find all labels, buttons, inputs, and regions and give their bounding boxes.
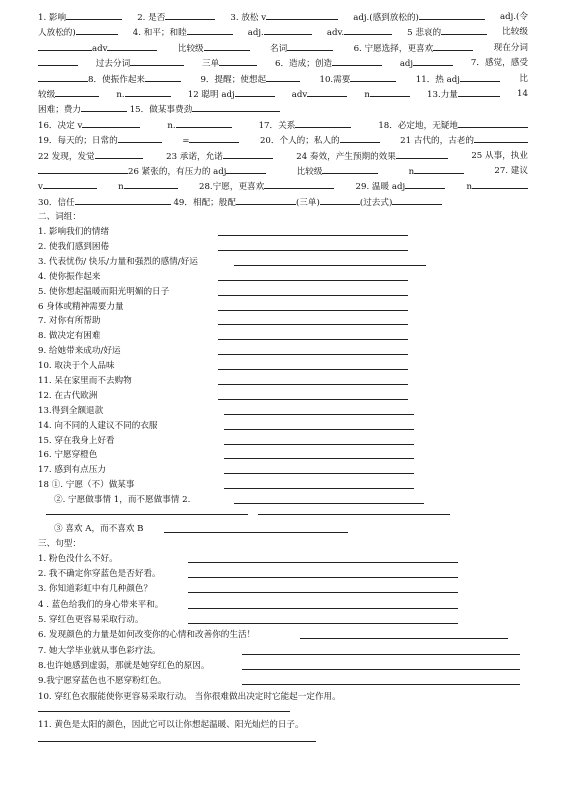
vocab-line-11: [38, 164, 528, 179]
phrase-item: 11. 呆在家里而不去购物: [38, 374, 528, 389]
vocab-item: 6．造成；创造: [274, 59, 333, 70]
vocab-item: 7．感觉，感受: [470, 58, 528, 69]
vocab-item: 23 承诺，允诺: [166, 151, 223, 162]
answer-blank[interactable]: [188, 577, 458, 578]
vocab-item: adj.(令: [499, 12, 528, 22]
vocab-item: 18．必定地，无疑地: [378, 120, 458, 131]
phrase-item: 13.得到全额退款: [38, 404, 528, 419]
sentence-item: 9.我宁愿穿蓝色也不愿穿粉红色。: [38, 674, 528, 689]
answer-blank[interactable]: [219, 56, 257, 66]
vocab-item: 26 紧张的，有压力的 adj: [128, 166, 227, 177]
answer-blank[interactable]: [224, 429, 414, 430]
answer-blank[interactable]: [242, 684, 520, 685]
answer-blank[interactable]: [95, 149, 143, 159]
answer-blank[interactable]: [441, 25, 487, 35]
answer-blank[interactable]: [75, 195, 171, 205]
vocab-item: 15．做某事费劲: [129, 105, 193, 116]
answer-blank[interactable]: [300, 638, 508, 639]
vocab-item: 13.力量: [427, 89, 458, 100]
phrase-item: 2. 使我们感到困倦: [38, 240, 528, 255]
vocab-item: 29. 温暖 adj: [355, 182, 406, 193]
vocab-item: 16．决定 v: [38, 120, 83, 131]
vocab-item: 30．信任: [38, 197, 75, 208]
answer-blank[interactable]: [118, 133, 162, 143]
answer-blank[interactable]: [234, 503, 424, 504]
phrase-item: 17. 感到有点压力: [38, 463, 528, 478]
answer-blank[interactable]: [224, 444, 414, 445]
phrase-answer-line: [38, 508, 528, 522]
phrase-item: 16. 宁愿穿橙色: [38, 448, 528, 463]
answer-blank[interactable]: [125, 87, 171, 97]
answer-blank[interactable]: [188, 592, 458, 593]
answer-blank[interactable]: [458, 118, 528, 128]
vocab-item: 较级: [38, 89, 56, 100]
answer-blank[interactable]: [287, 41, 333, 51]
answer-blank[interactable]: [224, 414, 414, 415]
vocab-item: 比: [519, 73, 528, 84]
vocab-item: adv.: [326, 28, 345, 39]
section-heading-phrases: 二、词组：: [38, 212, 81, 223]
answer-blank[interactable]: [176, 118, 232, 128]
vocab-item: 8．使振作起来: [88, 74, 146, 85]
answer-blank[interactable]: [458, 87, 500, 97]
answer-blank[interactable]: [218, 384, 408, 385]
answer-blank[interactable]: [226, 164, 266, 174]
answer-blank[interactable]: [55, 87, 99, 97]
answer-blank[interactable]: [66, 10, 122, 20]
answer-blank[interactable]: [419, 10, 485, 20]
answer-blank[interactable]: [189, 133, 239, 143]
sentence-item: 10. 穿红色衣服能使你更容易采取行动。 当你很难做出决定时它能起一定作用。: [38, 691, 341, 702]
vocab-item: 49．相配；般配: [173, 197, 236, 208]
answer-blank[interactable]: [472, 179, 528, 189]
answer-blank[interactable]: [218, 354, 408, 355]
answer-blank[interactable]: [43, 179, 97, 189]
vocab-item: 19．每天的；日常的: [38, 136, 118, 147]
phrase-item: 10. 取决于个人品味: [38, 359, 528, 374]
vocab-line-4: [38, 56, 528, 71]
answer-blank[interactable]: [38, 741, 316, 742]
vocab-item: adv: [92, 43, 108, 54]
vocab-item: 5 悲哀的: [407, 28, 442, 39]
vocab-item: 22 发现，发觉: [38, 151, 95, 162]
answer-blank[interactable]: [370, 87, 410, 97]
vocab-item: 现在分词: [493, 42, 528, 53]
answer-blank[interactable]: [413, 56, 453, 66]
answer-blank[interactable]: [218, 250, 408, 251]
vocab-item: n: [364, 89, 370, 100]
answer-blank[interactable]: [340, 133, 380, 143]
answer-blank[interactable]: [82, 118, 140, 128]
phrase-item: 6 身体或精神需要力量: [38, 300, 528, 315]
sentence-item: 1. 粉色没什么不好。: [38, 552, 528, 567]
phrase-item: 12. 在古代欧洲: [38, 389, 528, 404]
sentence-item: 5. 穿红色更容易采取行动。: [38, 613, 528, 628]
answer-blank[interactable]: [204, 41, 250, 51]
vocab-item: 17．关系: [258, 120, 296, 131]
answer-blank[interactable]: [130, 56, 184, 66]
vocab-item: adj.: [247, 28, 264, 39]
vocab-line-2: [38, 25, 528, 40]
answer-blank[interactable]: [188, 623, 458, 624]
answer-blank[interactable]: [38, 164, 128, 174]
sentence-item: 3. 你知道彩虹中有几种颜色？: [38, 582, 528, 597]
answer-blank[interactable]: [81, 102, 127, 112]
phrase-item: 3. 代表忧伤/ 快乐/力量和强烈的感情/好运: [38, 255, 528, 270]
answer-blank[interactable]: [344, 25, 392, 35]
vocab-item: adv: [291, 89, 308, 100]
vocab-item: 28.宁愿，更喜欢: [199, 182, 265, 193]
sentence-item: 8.也许她感到虚弱，那就是她穿红色的原因。: [38, 659, 528, 674]
vocab-item: n.: [116, 89, 125, 100]
sentence-item: 2. 我不确定你穿蓝色是否好看。: [38, 567, 528, 582]
vocab-item: =: [182, 136, 190, 147]
vocab-line-1: [38, 10, 528, 25]
vocab-line-12: [38, 179, 528, 194]
answer-blank[interactable]: [405, 179, 445, 189]
answer-blank[interactable]: [107, 41, 157, 51]
vocab-item: 21 古代的，古老的: [400, 136, 474, 147]
answer-blank[interactable]: [224, 473, 414, 474]
answer-blank[interactable]: [224, 458, 414, 459]
vocab-item: v: [38, 182, 43, 193]
vocab-item: 1. 影响: [38, 13, 67, 23]
answer-blank[interactable]: [38, 56, 78, 66]
vocab-item: 困难；费力: [38, 105, 81, 116]
vocab-item: 20．个人的；私人的: [259, 136, 340, 147]
vocab-item: 6. 宁愿选择，更喜欢: [353, 43, 434, 54]
vocab-item: n: [408, 166, 415, 177]
vocab-item: 9．提醒；使想起: [200, 74, 267, 85]
answer-blank[interactable]: [218, 235, 408, 236]
sentence-item: 7. 她大学毕业就从事色彩疗法。: [38, 644, 528, 659]
answer-blank[interactable]: [218, 369, 408, 370]
answer-blank[interactable]: [164, 532, 348, 533]
phrase-item: 5. 使你想起温暖而阳光明媚的日子: [38, 285, 528, 300]
vocab-item: n.: [167, 120, 176, 131]
vocab-item: 10.需要: [319, 74, 351, 85]
answer-blank[interactable]: [460, 72, 500, 82]
answer-blank[interactable]: [322, 164, 378, 174]
answer-blank[interactable]: [218, 324, 408, 325]
vocab-item: 12 聪明 adj: [187, 89, 235, 100]
answer-blank[interactable]: [124, 179, 178, 189]
vocab-item: 27. 建议: [494, 165, 528, 176]
answer-blank[interactable]: [192, 102, 280, 112]
answer-blank[interactable]: [223, 149, 273, 159]
sentence-item: 11. 黄色是太阳的颜色，因此它可以让你想起温暖、阳光灿烂的日子。: [38, 719, 304, 730]
phrase-item: ②. 宁愿做事情 1，而不愿做事情 2.: [38, 493, 528, 508]
answer-blank[interactable]: [165, 10, 215, 20]
vocab-item: 3. 放松 v: [230, 13, 267, 23]
answer-blank[interactable]: [218, 295, 408, 296]
answer-blank[interactable]: [320, 195, 360, 205]
answer-blank[interactable]: [242, 654, 520, 655]
vocab-item: 11．热 adj: [415, 74, 460, 85]
answer-blank[interactable]: [145, 72, 181, 82]
answer-blank[interactable]: [218, 339, 408, 340]
vocab-item: 人放松的): [38, 28, 76, 39]
answer-blank[interactable]: [258, 514, 450, 515]
vocab-item: 比较级: [502, 27, 528, 38]
answer-blank[interactable]: [266, 72, 300, 82]
answer-blank[interactable]: [266, 10, 338, 20]
vocab-line-9: [38, 133, 528, 148]
vocab-item: 三单: [201, 59, 220, 70]
vocab-item: adj.(感到放松的): [353, 13, 419, 23]
vocab-item: 2. 是否: [137, 13, 166, 23]
phrase-item: 8. 做决定有困难: [38, 329, 528, 344]
vocab-line-3: [38, 41, 528, 56]
answer-blank[interactable]: [332, 56, 382, 66]
answer-blank[interactable]: [264, 25, 312, 35]
answer-blank[interactable]: [414, 164, 464, 174]
phrase-item: 1. 影响我们的情绪: [38, 225, 528, 240]
vocab-item: 比较级: [177, 43, 204, 54]
phrase-item: 4. 使你振作起来: [38, 270, 528, 285]
phrase-item: ③ 喜欢 A，而不喜欢 B: [38, 522, 528, 537]
answer-blank[interactable]: [76, 25, 118, 35]
answer-blank[interactable]: [218, 399, 408, 400]
answer-blank[interactable]: [433, 41, 473, 51]
vocab-line-5: [38, 72, 528, 87]
answer-blank[interactable]: [236, 195, 296, 205]
vocab-item: 25 从事，执业: [471, 150, 528, 161]
vocab-item: (过去式): [359, 197, 393, 208]
vocab-item: 4. 和平；和睦: [132, 28, 187, 39]
answer-blank[interactable]: [264, 179, 334, 189]
vocab-line-6: [38, 87, 528, 102]
phrase-item: 9. 给她带来成功/好运: [38, 344, 528, 359]
answer-blank[interactable]: [242, 669, 520, 670]
sentence-answer-line: [38, 733, 528, 749]
vocab-item: n: [466, 182, 472, 193]
vocab-item: 24 奏效，产生预期的效果: [296, 151, 396, 162]
answer-blank[interactable]: [218, 280, 408, 281]
section-heading-sentences: 三、句型：: [38, 538, 81, 549]
vocab-item: (三单): [295, 197, 320, 208]
answer-blank[interactable]: [46, 514, 248, 515]
answer-blank[interactable]: [188, 608, 458, 609]
vocab-line-10: [38, 149, 528, 164]
phrase-item: 15. 穿在我身上好看: [38, 434, 528, 449]
answer-blank[interactable]: [38, 41, 92, 51]
vocab-line-7: [38, 102, 528, 117]
sentence-answer-line: [38, 705, 528, 718]
vocab-item: 名词: [270, 43, 288, 54]
phrase-item: 14. 向不同的人建议不同的衣服: [38, 419, 528, 434]
answer-blank[interactable]: [474, 133, 528, 143]
vocab-item: 14: [517, 88, 528, 99]
vocab-line-13: [38, 195, 528, 210]
vocab-item: 比较级: [296, 166, 323, 177]
answer-blank[interactable]: [295, 118, 351, 128]
answer-blank[interactable]: [396, 149, 448, 159]
answer-blank[interactable]: [224, 488, 414, 489]
vocab-item: n: [118, 182, 124, 193]
answer-blank[interactable]: [218, 310, 408, 311]
phrase-item: 7. 对你有所帮助: [38, 314, 528, 329]
answer-blank[interactable]: [187, 25, 233, 35]
answer-blank[interactable]: [38, 711, 290, 712]
answer-blank[interactable]: [307, 87, 347, 97]
answer-blank[interactable]: [38, 72, 88, 82]
sentence-item: 4 . 蓝色给我们的身心带来平和。: [38, 598, 528, 613]
answer-blank[interactable]: [350, 72, 396, 82]
vocab-item: adj: [399, 59, 414, 70]
phrase-item: 18 ①. 宁愿（不）做某事: [38, 478, 528, 493]
answer-blank[interactable]: [392, 195, 442, 205]
vocab-line-8: [38, 118, 528, 133]
worksheet: [38, 10, 528, 749]
answer-blank[interactable]: [234, 265, 426, 266]
sentence-item: 6. 发现颜色的力量是如何改变你的心情和改善你的生活！: [38, 628, 528, 643]
answer-blank[interactable]: [235, 87, 275, 97]
vocab-item: 过去分词: [95, 59, 131, 70]
answer-blank[interactable]: [188, 562, 458, 563]
